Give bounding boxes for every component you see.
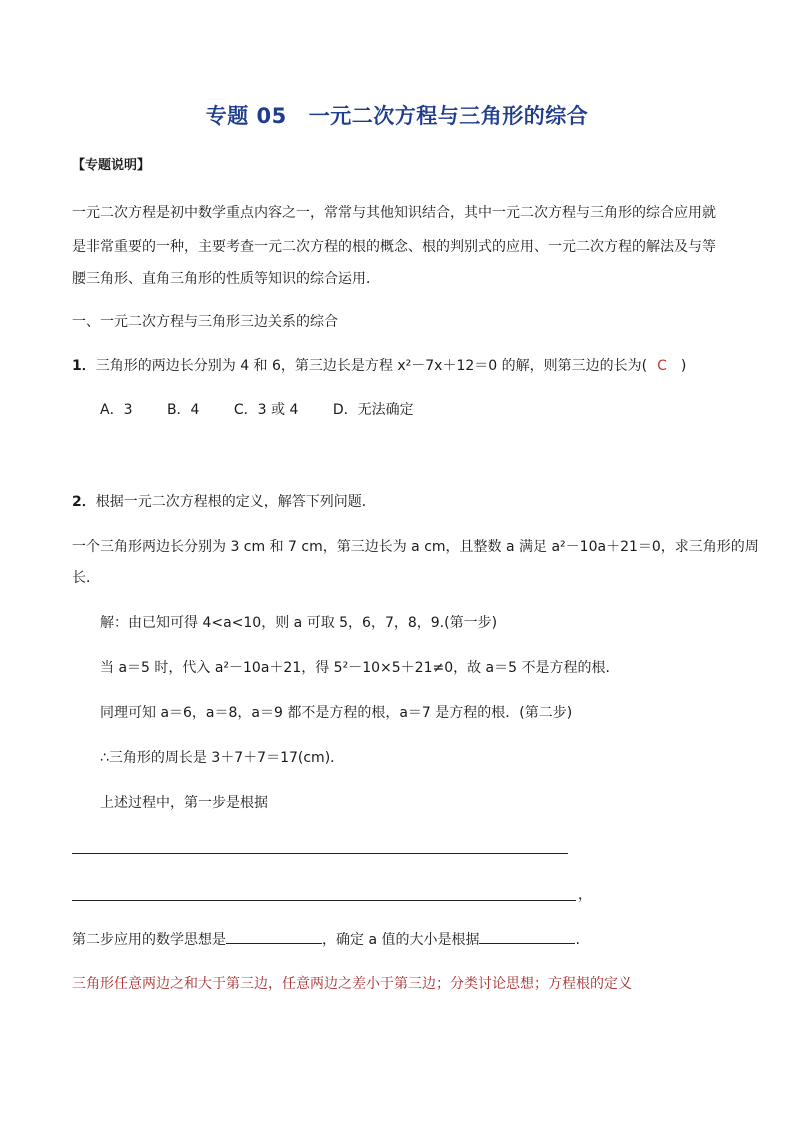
question-1-text: 三角形的两边长分别为 4 和 6，第三边长是方程 x²－7x＋12＝0 的解，则第三边的长为( xyxy=(95,358,648,374)
question-2-stem-line-1: 一个三角形两边长分别为 3 cm 和 7 cm，第三边长为 a cm，且整数 a 满足 a²－10a＋21＝0，求三角形的周 xyxy=(72,539,759,555)
question-2-number: 2． xyxy=(72,494,96,510)
answer-blank-4[interactable] xyxy=(479,929,575,944)
step-2-mid: ，确定 a 值的大小是根据 xyxy=(322,932,480,948)
solution-step-2: 当 a＝5 时，代入 a²－10a＋21，得 5²－10×5＋21≠0，故 a＝5 不是方程的根． xyxy=(100,660,620,676)
question-2-text: 根据一元二次方程根的定义，解答下列问题． xyxy=(95,494,376,510)
part1-heading: 一、一元二次方程与三角形三边关系的综合 xyxy=(72,314,338,330)
solution-step-3: 同理可知 a＝6，a＝8，a＝9 都不是方程的根，a＝7 是方程的根．(第二步) xyxy=(100,705,573,721)
blank-2-comma: ， xyxy=(578,887,592,903)
intro-line-1: 一元二次方程是初中数学重点内容之一，常常与其他知识结合，其中一元二次方程与三角形的综合应用就 xyxy=(72,205,716,221)
answer-blank-3[interactable] xyxy=(226,929,322,944)
question-1-number: 1． xyxy=(72,358,96,374)
answer-blank-1[interactable] xyxy=(72,853,568,854)
step-2-prefix: 第二步应用的数学思想是 xyxy=(72,932,226,948)
section-label: 【专题说明】 xyxy=(72,158,151,173)
option-d: D．无法确定 xyxy=(332,402,414,418)
title-prefix: 专题 05 xyxy=(205,104,287,128)
question-1-close-paren: ) xyxy=(680,358,687,374)
option-b: B．4 xyxy=(166,402,200,418)
question-1 xyxy=(72,356,686,376)
solution-step-4: ∴三角形的周长是 3＋7＋7＝17(cm)． xyxy=(100,750,345,766)
question-1-options xyxy=(100,400,444,420)
solution-step-5: 上述过程中，第一步是根据 xyxy=(100,795,268,811)
solution-step-1: 解：由已知可得 4<a<10，则 a 可取 5，6，7，8，9.(第一步) xyxy=(100,615,498,631)
final-answer: 三角形任意两边之和大于第三边，任意两边之差小于第三边；分类讨论思想；方程根的定义 xyxy=(72,976,632,992)
answer-blank-2[interactable] xyxy=(72,900,576,901)
intro-line-3: 腰三角形、直角三角形的性质等知识的综合运用． xyxy=(72,271,380,287)
intro-line-2: 是非常重要的一种，主要考查一元二次方程的根的概念、根的判别式的应用、一元二次方程的解法及与等 xyxy=(72,239,716,255)
question-2 xyxy=(72,492,376,512)
option-a: A．3 xyxy=(100,402,133,418)
question-1-answer: C xyxy=(657,358,667,374)
option-c: C．3 或 4 xyxy=(233,402,299,418)
page-title xyxy=(0,100,794,130)
title-main: 一元二次方程与三角形的综合 xyxy=(308,104,589,128)
step-2-question xyxy=(72,929,580,950)
question-2-stem-line-2: 长． xyxy=(72,570,100,586)
step-2-end: . xyxy=(575,932,580,948)
